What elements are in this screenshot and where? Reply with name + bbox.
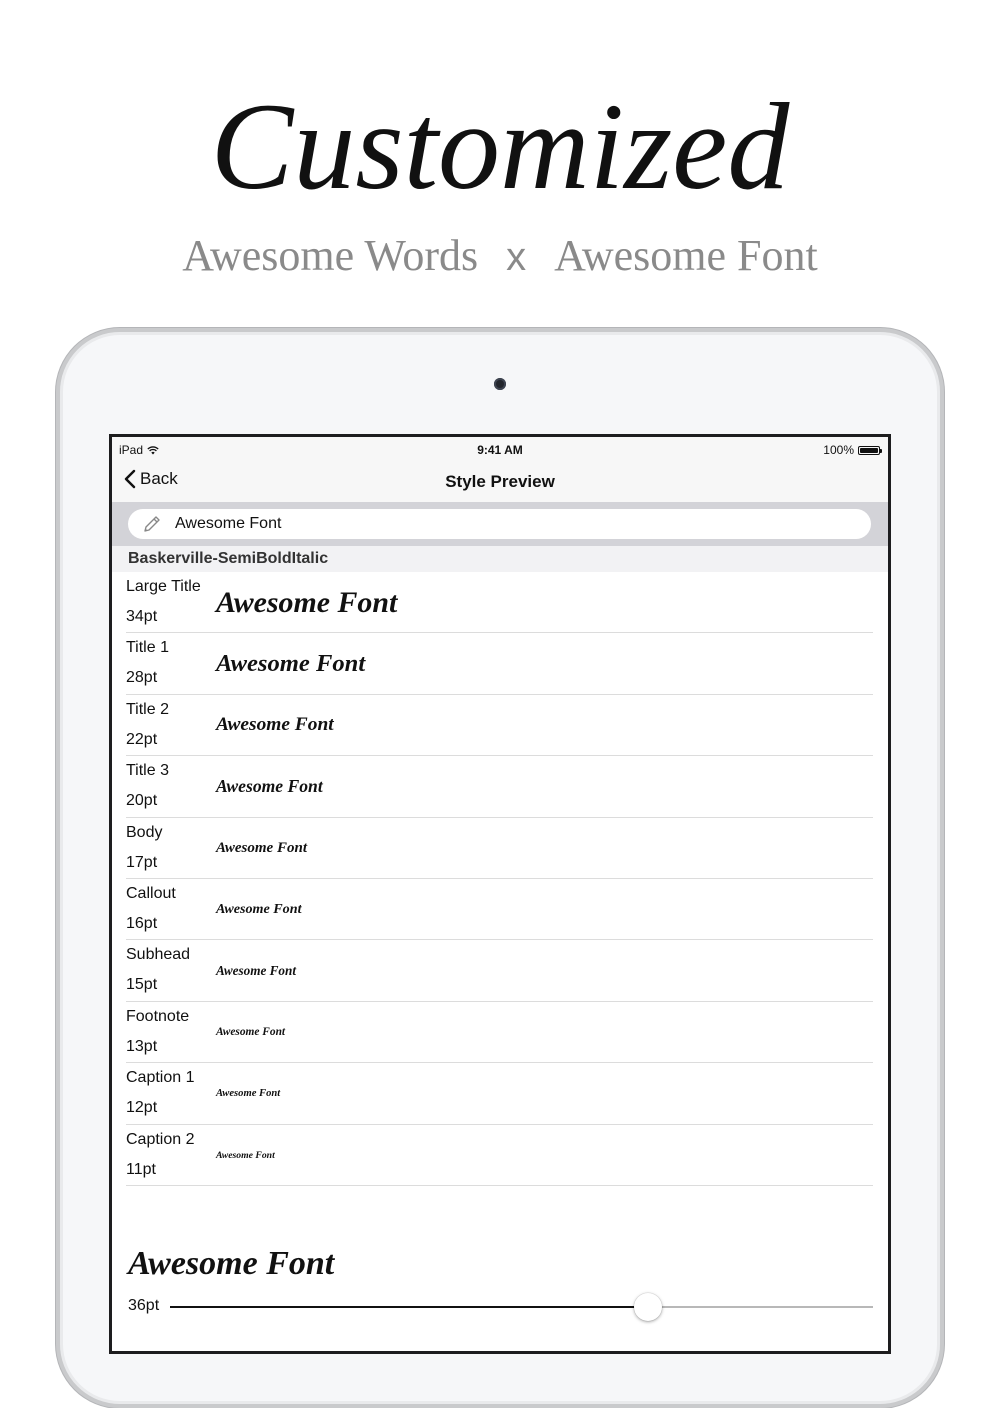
style-size: 28pt [126, 669, 158, 687]
style-name: Footnote [126, 1007, 190, 1025]
hero-subtitle-left: Awesome Words [182, 231, 479, 280]
style-row [126, 818, 873, 879]
sample-text-field[interactable] [128, 509, 871, 539]
style-row [126, 695, 873, 756]
style-list [112, 572, 888, 1186]
hero-subtitle [0, 228, 1000, 285]
style-size: 17pt [126, 853, 158, 871]
status-bar [112, 437, 888, 461]
style-size: 11pt [126, 1160, 156, 1178]
style-size: 34pt [126, 608, 158, 625]
style-row [126, 756, 873, 817]
sample-text-input[interactable] [175, 515, 815, 533]
font-name-header [112, 546, 888, 572]
style-sample: Awesome Font [216, 900, 302, 917]
style-name: Title 2 [126, 700, 169, 718]
battery-percent: 100% [823, 443, 854, 457]
style-size: 13pt [126, 1037, 158, 1055]
style-sample: Awesome Font [216, 1026, 286, 1039]
text-input-band [112, 502, 888, 546]
style-name: Subhead [126, 946, 191, 964]
style-row [126, 879, 873, 940]
style-name: Title 1 [126, 639, 169, 657]
style-row [126, 1063, 873, 1124]
status-battery [823, 443, 880, 457]
style-size: 20pt [126, 792, 158, 810]
battery-icon [858, 446, 880, 455]
style-size: 22pt [126, 730, 158, 748]
style-size: 16pt [126, 914, 158, 932]
hero-subtitle-separator: x [506, 235, 527, 279]
style-name: Callout [126, 884, 176, 902]
app-screen [109, 434, 891, 1354]
size-slider[interactable] [170, 1306, 873, 1308]
style-sample: Awesome Font [216, 776, 323, 797]
navigation-bar [112, 461, 888, 503]
status-device-label: iPad [119, 443, 144, 457]
back-button-label: Back [140, 469, 178, 488]
hero-title: Customized [210, 78, 790, 215]
style-name: Body [126, 823, 163, 841]
style-name: Large Title [126, 578, 201, 595]
style-sample: Awesome Font [216, 1149, 275, 1161]
style-name: Title 3 [126, 762, 169, 780]
custom-size-label: 36pt [128, 1297, 160, 1314]
front-camera [494, 378, 506, 390]
style-row [126, 572, 873, 633]
style-sample: Awesome Font [216, 1088, 281, 1100]
style-row [126, 940, 873, 1001]
font-name: Baskerville-SemiBoldItalic [128, 550, 329, 567]
hero-subtitle-right: Awesome Font [554, 231, 818, 280]
size-slider-thumb[interactable] [634, 1293, 662, 1321]
style-sample: Awesome Font [216, 585, 398, 619]
custom-size-preview: Awesome Font [128, 1245, 335, 1282]
style-row [126, 633, 873, 694]
style-size: 15pt [126, 976, 158, 994]
style-sample: Awesome Font [216, 839, 307, 856]
style-name: Caption 1 [126, 1069, 195, 1087]
style-sample: Awesome Font [216, 649, 366, 677]
size-slider-fill [170, 1306, 648, 1308]
style-row [126, 1002, 873, 1063]
style-sample: Awesome Font [216, 714, 334, 736]
style-size: 12pt [126, 1099, 158, 1117]
style-sample: Awesome Font [216, 962, 296, 978]
pencil-icon [142, 514, 162, 534]
style-row [126, 1125, 873, 1186]
page-title: Style Preview [445, 472, 555, 491]
status-time: 9:41 AM [477, 443, 523, 457]
style-name: Caption 2 [126, 1130, 195, 1148]
